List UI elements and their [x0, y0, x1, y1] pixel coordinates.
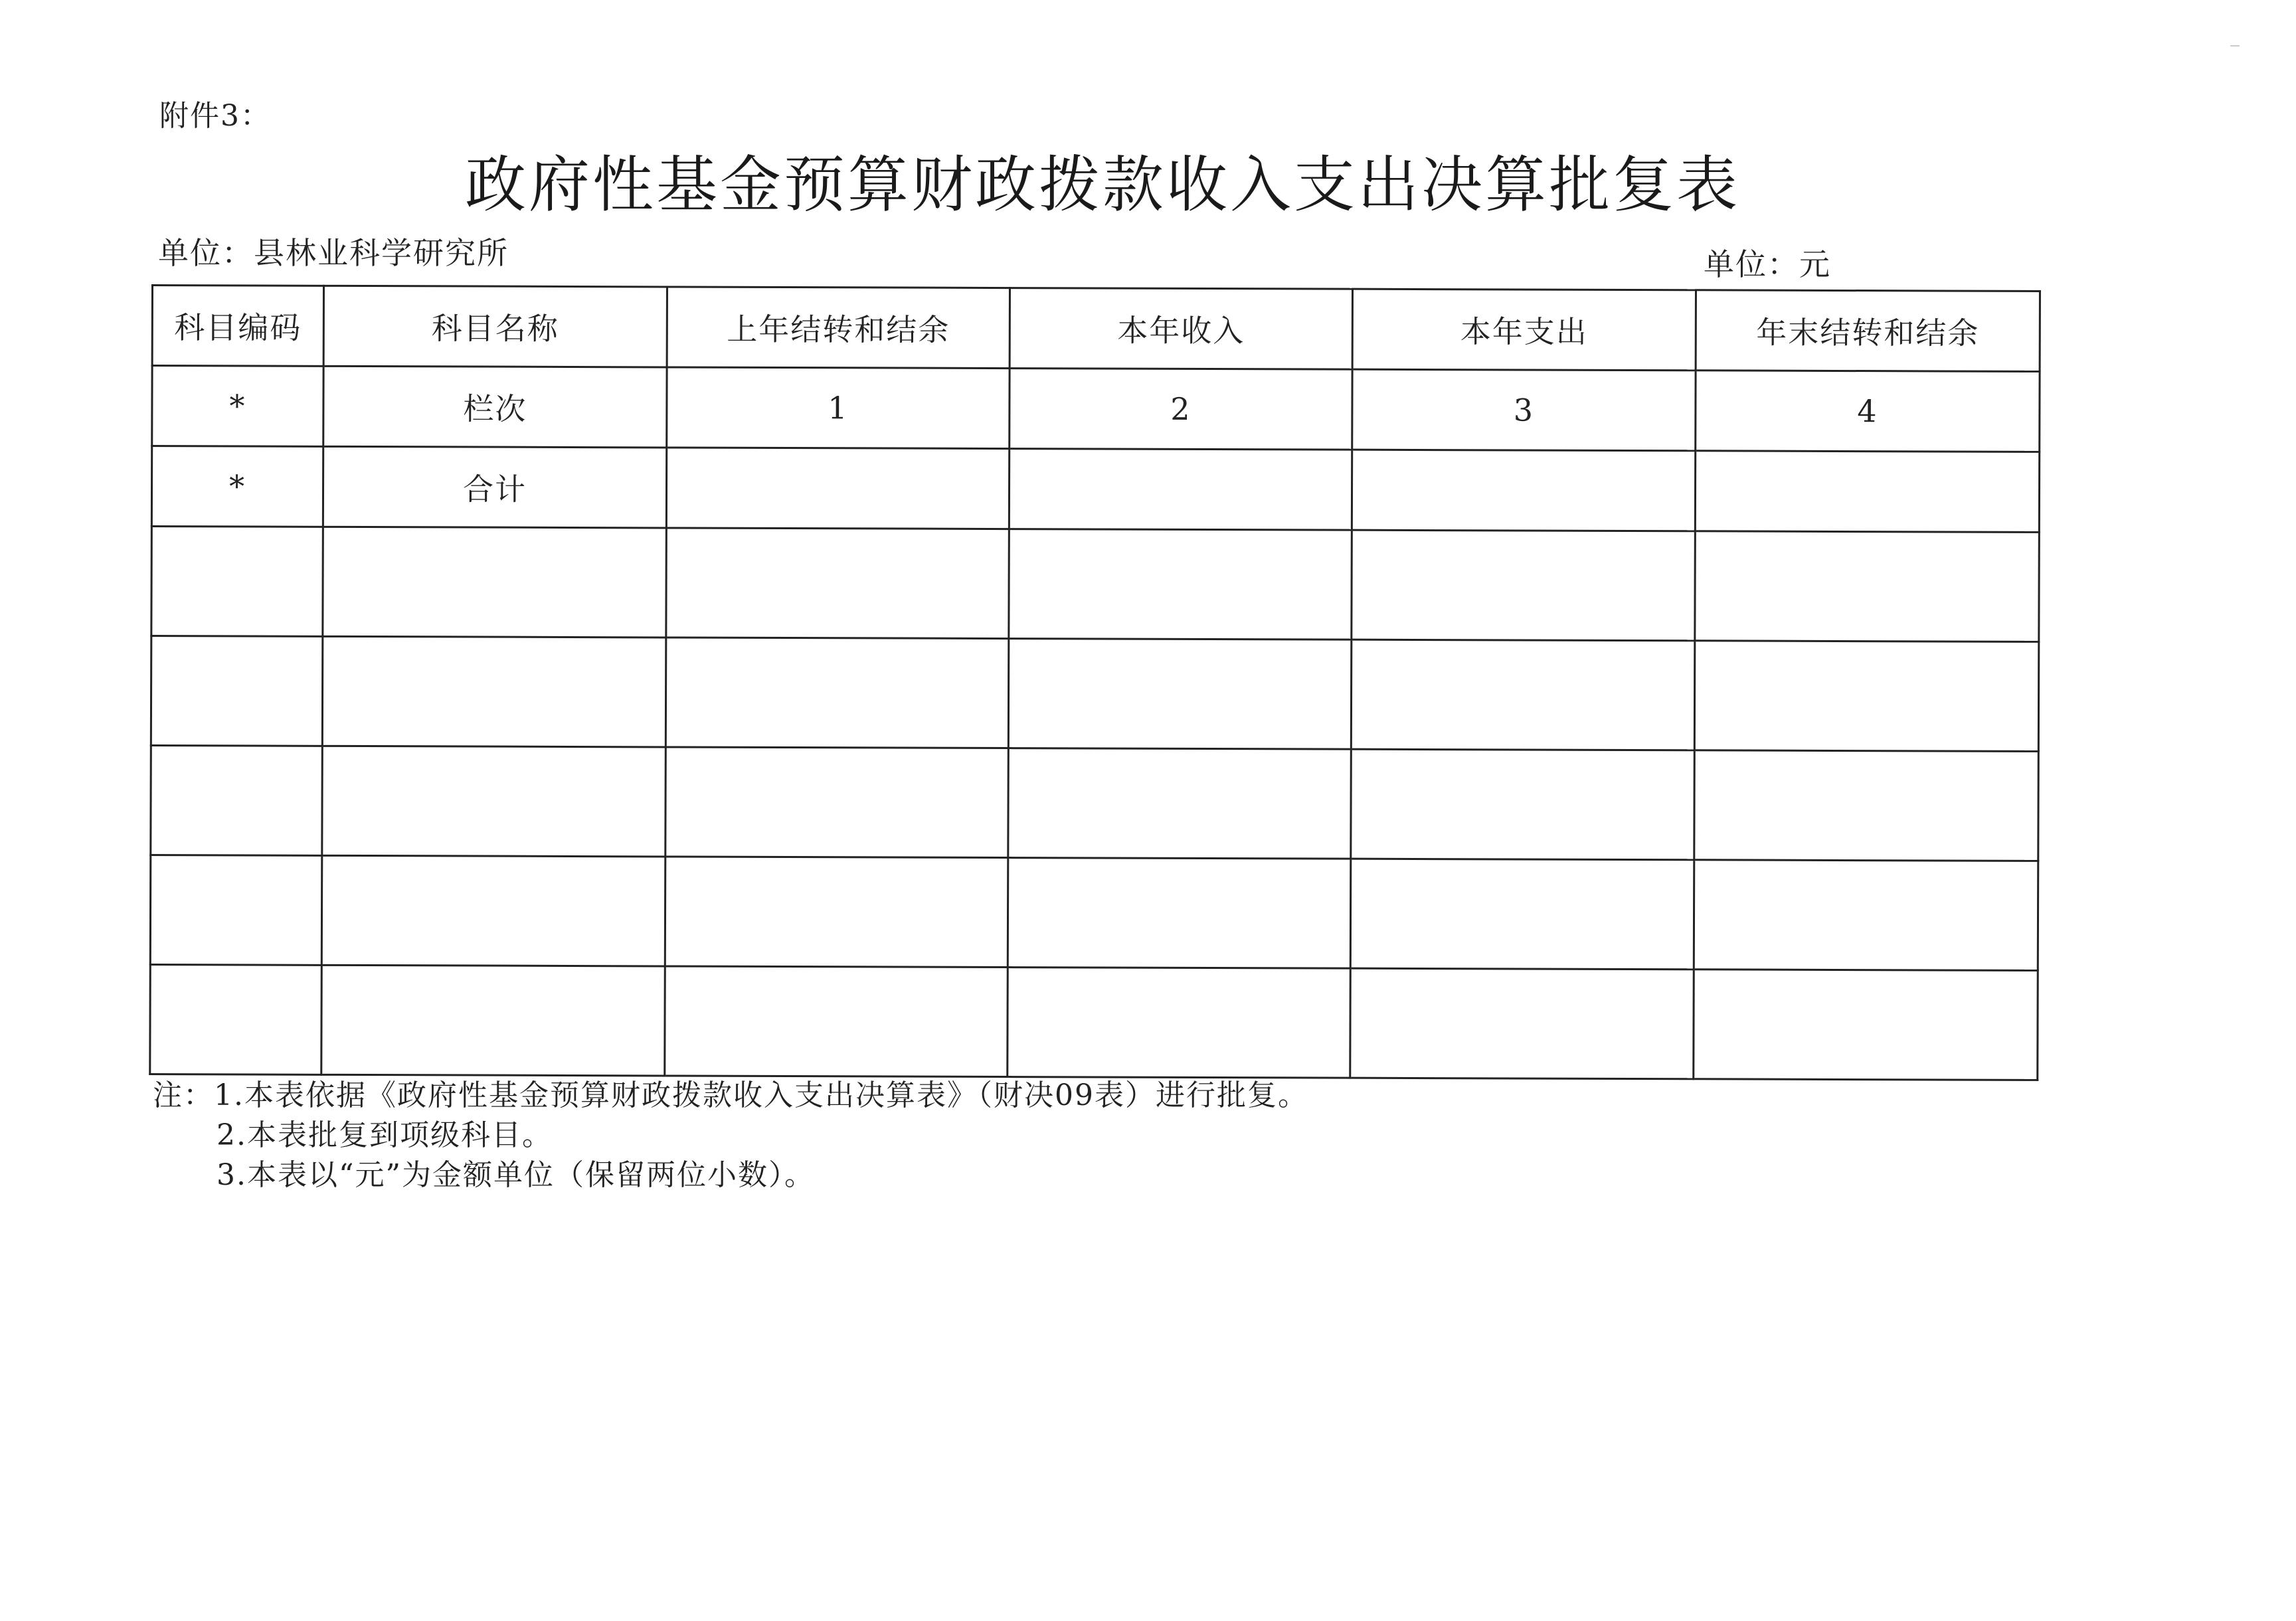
table-cell	[1695, 451, 2039, 533]
table-cell	[321, 855, 665, 966]
table-row-empty	[150, 964, 2038, 1080]
table-cell: 2	[1010, 369, 1352, 450]
table-cell	[1009, 529, 1352, 640]
note-line-3: 3.本表以“元”为金额单位（保留两位小数）。	[217, 1158, 815, 1192]
table-cell	[151, 527, 323, 637]
table-row-empty	[151, 636, 2039, 752]
table-cell	[1008, 639, 1352, 750]
table-cell	[1352, 450, 1695, 531]
table-row-total	[151, 446, 2039, 533]
table-cell	[150, 855, 322, 966]
unit-currency: 单位：元	[1704, 246, 1831, 282]
table-row-column-index	[152, 366, 2040, 452]
table-cell	[1694, 641, 2039, 752]
attachment-label: 附件3：	[159, 99, 271, 133]
approval-table	[149, 284, 2041, 1081]
approval-table-wrapper	[149, 284, 2039, 1081]
unit-organization: 单位：县林业科学研究所	[158, 235, 509, 271]
table-cell	[151, 746, 323, 856]
table-cell	[1351, 749, 1695, 860]
table-cell: 3	[1352, 369, 1696, 451]
table-cell: 4	[1696, 371, 2040, 452]
table-cell	[321, 965, 665, 1076]
scan-mark	[2230, 45, 2240, 50]
table-cell: *	[152, 366, 323, 447]
table-cell: 合计	[323, 446, 666, 528]
header-prior-carryover: 上年结转和结余	[667, 287, 1010, 369]
table-cell	[1694, 750, 2039, 861]
note-line-1: 注：1.本表依据《政府性基金预算财政拨款收入支出决算表》（财决09表）进行批复。	[153, 1078, 1308, 1112]
table-notes	[153, 1076, 1308, 1195]
table-cell	[1008, 748, 1352, 859]
table-cell	[665, 966, 1008, 1077]
table-cell	[151, 636, 323, 746]
table-cell	[322, 636, 666, 747]
table-cell	[665, 857, 1008, 968]
table-cell	[1008, 968, 1351, 1078]
table-cell	[666, 528, 1010, 639]
table-cell	[323, 527, 667, 638]
table-cell	[1008, 858, 1351, 969]
table-row-empty	[150, 855, 2038, 971]
table-cell: *	[151, 446, 323, 527]
page-title: 政府性基金预算财政拨款收入支出决算批复表	[464, 149, 1740, 220]
table-cell	[150, 964, 322, 1074]
table-cell	[322, 746, 666, 857]
table-cell	[1694, 970, 2038, 1080]
header-current-expenditure: 本年支出	[1352, 289, 1696, 371]
table-cell	[1351, 640, 1695, 750]
table-cell	[1350, 859, 1694, 970]
table-cell	[1352, 530, 1696, 641]
table-cell	[666, 448, 1009, 529]
header-subject-name: 科目名称	[323, 286, 667, 367]
table-cell	[665, 747, 1009, 858]
table-cell	[1694, 860, 2038, 971]
header-yearend-carryover: 年末结转和结余	[1696, 290, 2040, 372]
table-cell: 栏次	[323, 366, 667, 448]
header-current-income: 本年收入	[1010, 288, 1352, 370]
table-cell: 1	[667, 367, 1010, 449]
table-header-row	[152, 286, 2040, 372]
table-cell	[1009, 449, 1352, 531]
table-cell	[665, 638, 1009, 748]
header-subject-code: 科目编码	[152, 286, 323, 367]
table-row-empty	[151, 527, 2040, 642]
table-row-empty	[151, 746, 2039, 861]
note-line-2: 2.本表批复到项级科目。	[217, 1118, 553, 1152]
table-cell	[1350, 968, 1694, 1079]
table-cell	[1695, 531, 2040, 642]
